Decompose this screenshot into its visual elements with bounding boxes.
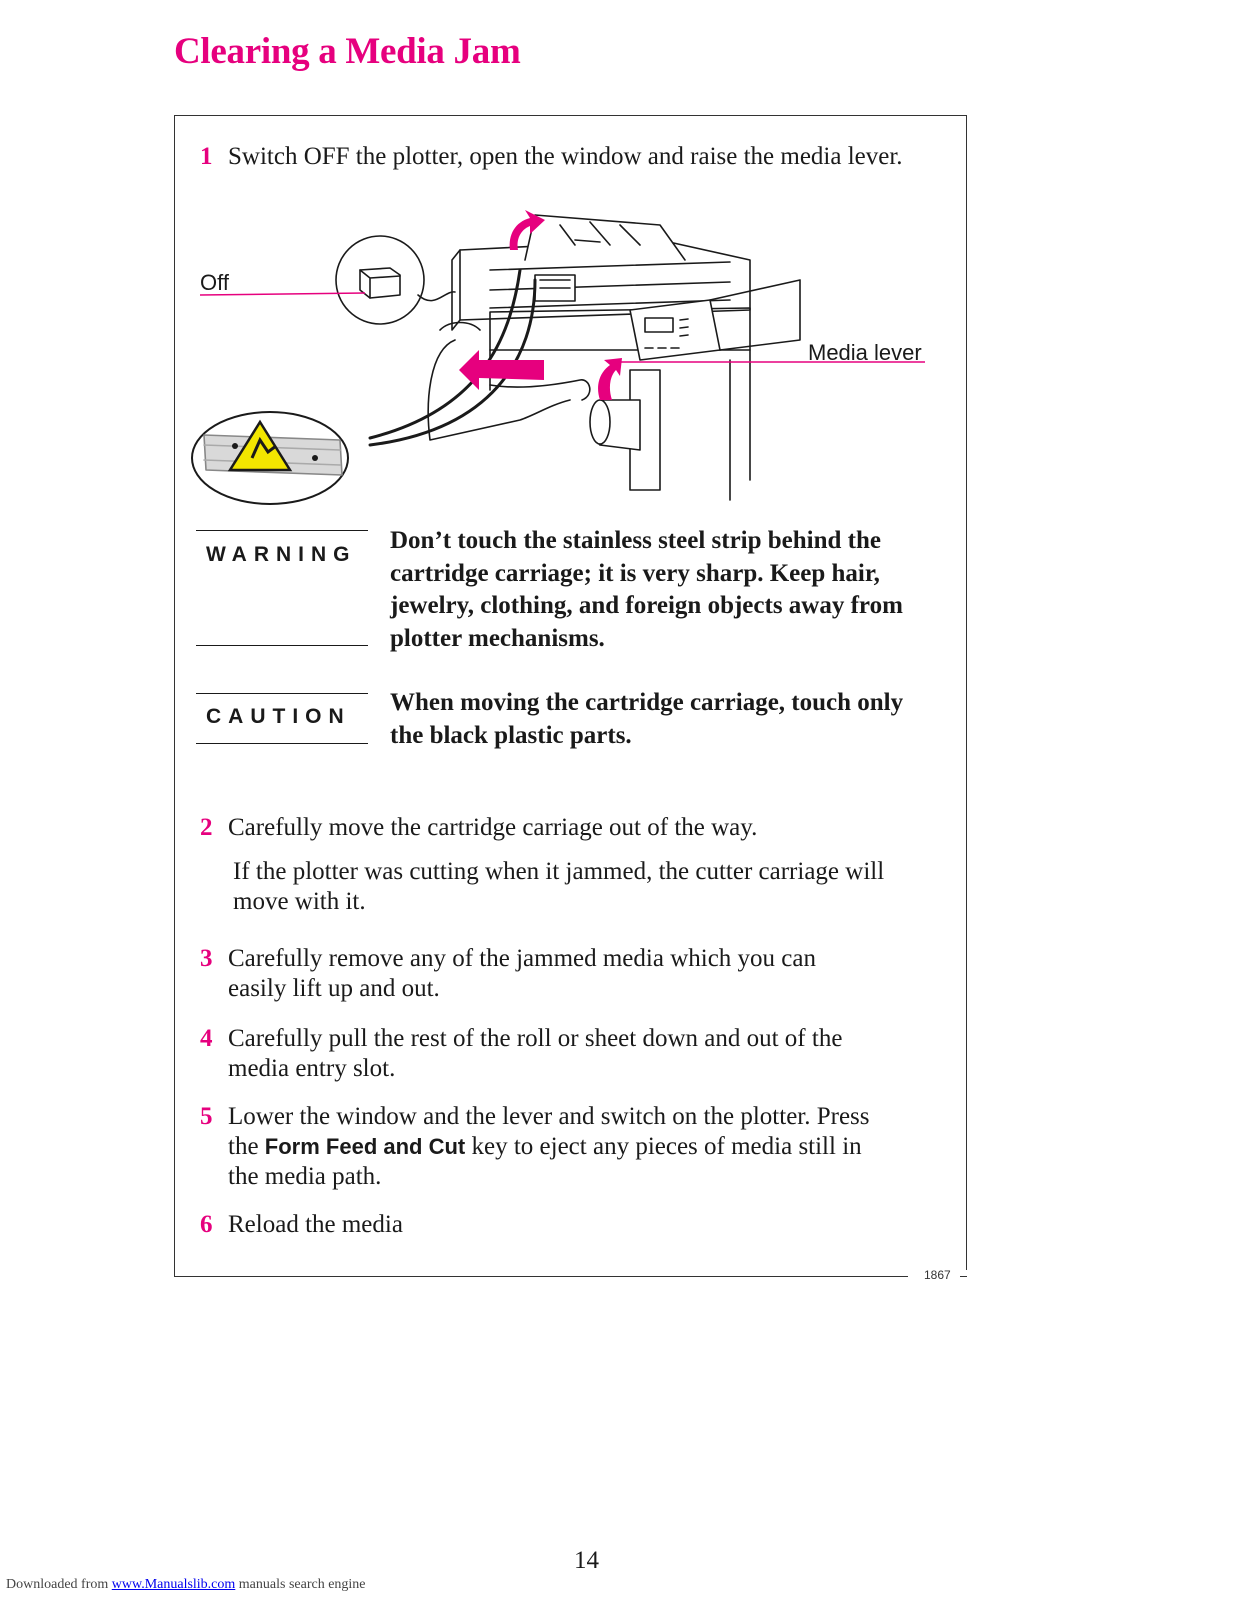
warning-text: Don’t touch the stainless steel strip behind the cartridge carriage; it is very sharp. Keep hair, jewelry, clothing, and foreign objects away from plotter mechanisms. <box>390 527 903 652</box>
frame-border-tick <box>960 1276 967 1277</box>
step-text-before: Lower the window and the lever and switch on the plotter. Press the <box>228 1103 870 1160</box>
caution-heading: CAUTION <box>206 705 351 728</box>
step-2-note: If the plotter was cutting when it jammed, the cutter carriage will move with it. <box>233 858 885 915</box>
warning-rule-top <box>196 530 368 531</box>
warning-rule-bottom <box>196 645 368 646</box>
label-media-lever: Media lever <box>808 340 922 365</box>
footer-prefix: Downloaded from <box>6 1577 112 1592</box>
step-text: Carefully move the cartridge carriage out of the way. <box>228 814 758 841</box>
caution-rule-top <box>196 693 368 694</box>
step-number: 4 <box>200 1025 213 1052</box>
frame-border-bottom <box>174 1276 908 1277</box>
label-off: Off <box>200 270 229 295</box>
warning-heading: WARNING <box>206 543 357 566</box>
page-number: 14 <box>574 1547 599 1574</box>
figure-code: 1867 <box>924 1268 951 1282</box>
step-text: Reload the media <box>228 1211 403 1238</box>
footer-suffix: manuals search engine <box>235 1577 366 1592</box>
page-title: Clearing a Media Jam <box>174 31 521 72</box>
form-feed-and-cut-key: Form Feed and Cut <box>264 1134 466 1159</box>
step-text: Switch OFF the plotter, open the window and raise the media lever. <box>228 143 903 170</box>
step-number: 3 <box>200 945 213 972</box>
step-text <box>228 1102 898 1192</box>
step-number: 1 <box>200 143 213 170</box>
download-footer <box>6 1577 366 1593</box>
step-text: Carefully pull the rest of the roll or sheet down and out of the media entry slot. <box>228 1025 843 1082</box>
caution-rule-bottom <box>196 743 368 744</box>
manualslib-link[interactable]: www.Manualslib.com <box>111 1577 236 1592</box>
step-text-after: key to eject any pieces of media still in the media path. <box>228 1133 862 1190</box>
frame-border-right <box>966 115 967 1270</box>
frame-border-left <box>174 115 175 1277</box>
step-number: 6 <box>200 1211 213 1238</box>
frame-border-top <box>174 115 967 116</box>
caution-text: When moving the cartridge carriage, touch only the black plastic parts. <box>390 689 904 749</box>
step-number: 2 <box>200 814 213 841</box>
step-text: Carefully remove any of the jammed media which you can easily lift up and out. <box>228 945 816 1002</box>
step-number: 5 <box>200 1103 213 1130</box>
